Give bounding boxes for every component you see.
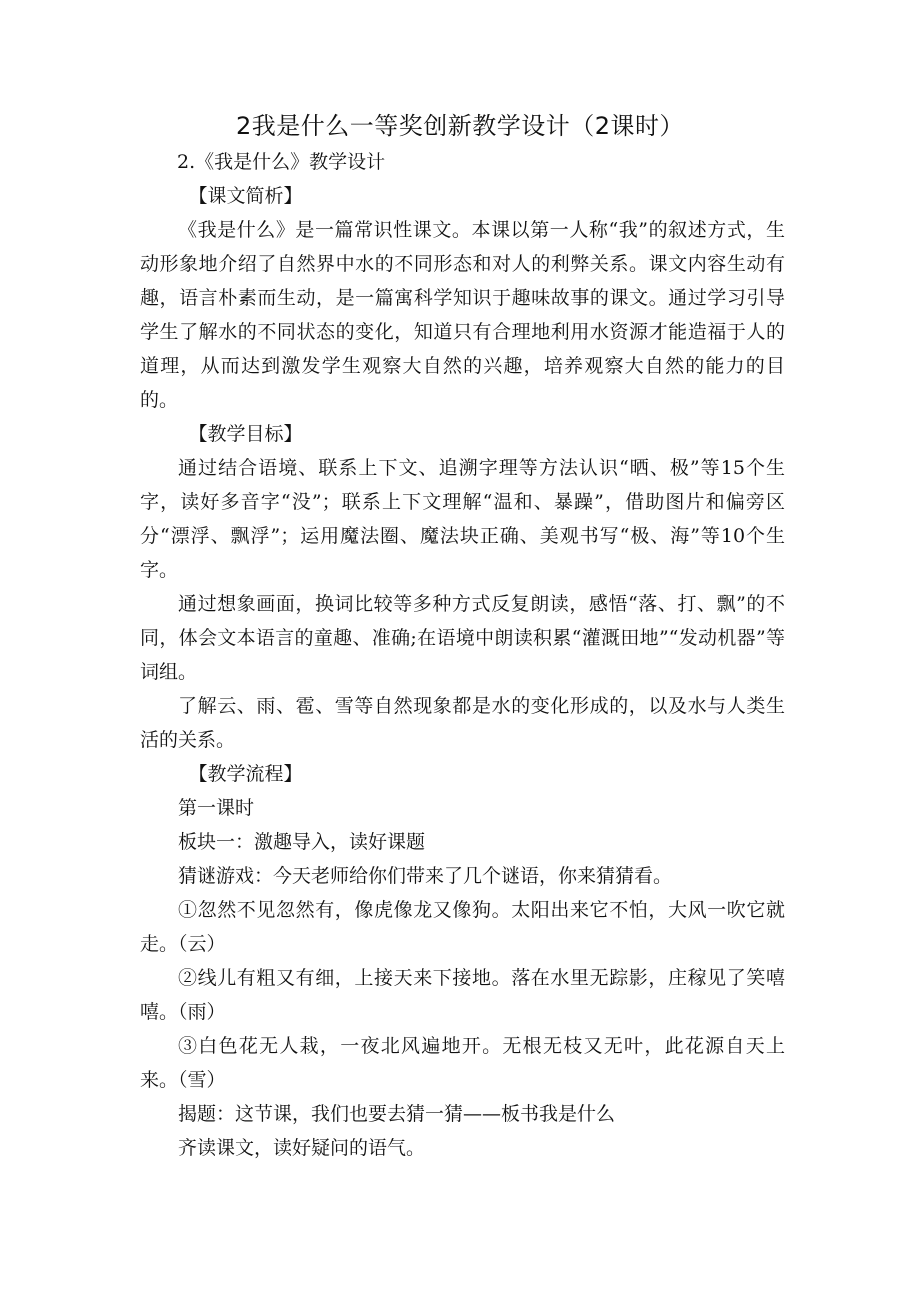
paragraph-goal-3: 了解云、雨、雹、雪等自然现象都是水的变化形成的，以及水与人类生活的关系。 xyxy=(140,695,785,751)
paragraph-riddle-1: ①忽然不见忽然有，像虎像龙又像狗。太阳出来它不怕，大风一吹它就走。（云） xyxy=(140,899,785,955)
paragraph-riddle-2: ②线儿有粗又有细，上接天来下接地。落在水里无踪影，庄稼见了笑嘻嘻。（雨） xyxy=(140,967,785,1023)
paragraph-analysis: 《我是什么》是一篇常识性课文。本课以第一人称“我”的叙述方式，生动形象地介绍了自然界中水的不同形态和对人的利弊关系。课文内容生动有趣，语言朴素而生动，是一篇寓科学知识于趣味故事的课文。通过学习引导学生了解水的不同状态的变化，知道只有合理地利用水资源才能造福于人的道理，从而达到激发学生观察大自然的兴趣，培养观察大自然的能力的目的。 xyxy=(140,219,785,411)
paragraph-goal-1: 通过结合语境、联系上下文、追溯字理等方法认识“晒、极”等15个生字，读好多音字“没”；联系上下文理解“温和、暴躁”，借助图片和偏旁区分“漂浮、飘浮”；运用魔法圈、魔法块正确、美观书写“极、海”等10个生字。 xyxy=(140,457,785,581)
section-heading-process: 【教学流程】 xyxy=(188,763,303,785)
document-title: 2我是什么一等奖创新教学设计（2课时） xyxy=(235,112,685,140)
section-heading-goals: 【教学目标】 xyxy=(188,423,303,445)
paragraph-riddle-3: ③白色花无人栽，一夜北风遍地开。无根无枝又无叶，此花源自天上来。（雪） xyxy=(140,1035,785,1091)
document-subtitle: 2.《我是什么》教学设计 xyxy=(177,151,386,173)
section-heading-analysis: 【课文简析】 xyxy=(188,185,303,207)
paragraph-goal-2: 通过想象画面，换词比较等多种方式反复朗读，感悟“落、打、飘”的不同，体会文本语言的童趣、准确;在语境中朗读积累“灌溉田地”“发动机器”等词组。 xyxy=(140,593,785,683)
paragraph-riddle-intro: 猜谜游戏：今天老师给你们带来了几个谜语，你来猜猜看。 xyxy=(178,865,673,887)
paragraph-read: 齐读课文，读好疑问的语气。 xyxy=(178,1137,426,1159)
paragraph-reveal: 揭题：这节课，我们也要去猜一猜——板书我是什么 xyxy=(178,1103,616,1125)
document-body xyxy=(140,145,785,1165)
paragraph-lesson: 第一课时 xyxy=(178,797,255,819)
paragraph-block-1: 板块一：激趣导入，读好课题 xyxy=(178,831,426,853)
